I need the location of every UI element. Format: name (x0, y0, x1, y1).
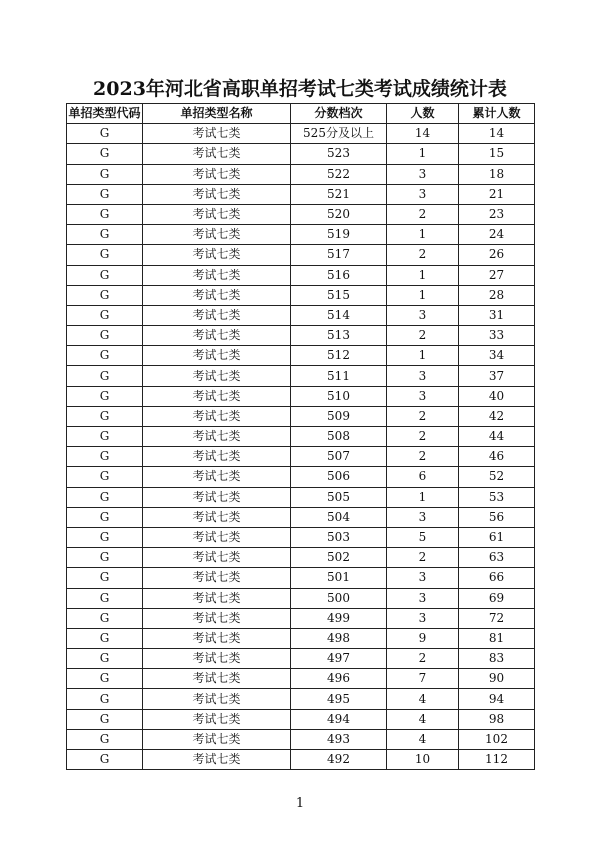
table-row (67, 750, 535, 770)
cell-cumulative-count: 27 (459, 265, 535, 285)
cell-cumulative-count: 46 (459, 447, 535, 467)
table-row (67, 649, 535, 669)
cell-score-level: 493 (291, 729, 387, 749)
cell-score-level: 512 (291, 346, 387, 366)
table-row (67, 527, 535, 547)
cell-score-level: 507 (291, 447, 387, 467)
cell-type-code: G (67, 204, 143, 224)
table-row (67, 709, 535, 729)
cell-type-code: G (67, 124, 143, 144)
cell-count: 2 (387, 406, 459, 426)
cell-score-level: 497 (291, 649, 387, 669)
cell-cumulative-count: 34 (459, 346, 535, 366)
cell-score-level: 525分及以上 (291, 124, 387, 144)
cell-type-name: 考试七类 (143, 628, 291, 648)
cell-score-level: 522 (291, 164, 387, 184)
cell-type-name: 考试七类 (143, 669, 291, 689)
cell-type-code: G (67, 366, 143, 386)
cell-type-name: 考试七类 (143, 568, 291, 588)
cell-type-name: 考试七类 (143, 487, 291, 507)
cell-score-level: 519 (291, 225, 387, 245)
cell-type-name: 考试七类 (143, 265, 291, 285)
cell-score-level: 501 (291, 568, 387, 588)
cell-type-name: 考试七类 (143, 144, 291, 164)
cell-score-level: 504 (291, 507, 387, 527)
cell-count: 9 (387, 628, 459, 648)
table-row (67, 326, 535, 346)
page-title: 2023年河北省高职单招考试七类考试成绩统计表 (93, 78, 507, 100)
cell-count: 1 (387, 225, 459, 245)
cell-count: 4 (387, 729, 459, 749)
cell-score-level: 508 (291, 427, 387, 447)
cell-type-code: G (67, 568, 143, 588)
cell-count: 10 (387, 750, 459, 770)
cell-type-code: G (67, 346, 143, 366)
cell-type-code: G (67, 548, 143, 568)
score-statistics-table (66, 103, 535, 770)
table-row (67, 427, 535, 447)
cell-cumulative-count: 42 (459, 406, 535, 426)
cell-count: 2 (387, 245, 459, 265)
cell-type-name: 考试七类 (143, 305, 291, 325)
cell-cumulative-count: 66 (459, 568, 535, 588)
cell-type-name: 考试七类 (143, 285, 291, 305)
cell-type-name: 考试七类 (143, 406, 291, 426)
table-row (67, 628, 535, 648)
cell-type-code: G (67, 164, 143, 184)
cell-count: 3 (387, 507, 459, 527)
cell-score-level: 506 (291, 467, 387, 487)
cell-score-level: 521 (291, 184, 387, 204)
cell-score-level: 494 (291, 709, 387, 729)
table-row (67, 406, 535, 426)
cell-type-name: 考试七类 (143, 527, 291, 547)
cell-count: 3 (387, 164, 459, 184)
cell-count: 6 (387, 467, 459, 487)
table-row (67, 507, 535, 527)
table-row (67, 689, 535, 709)
table-row (67, 184, 535, 204)
header-cumulative-count: 累计人数 (459, 104, 535, 124)
cell-count: 3 (387, 305, 459, 325)
cell-count: 1 (387, 144, 459, 164)
cell-type-code: G (67, 527, 143, 547)
cell-type-code: G (67, 669, 143, 689)
header-count: 人数 (387, 104, 459, 124)
cell-cumulative-count: 15 (459, 144, 535, 164)
table-row (67, 608, 535, 628)
table-row (67, 164, 535, 184)
header-type-name: 单招类型名称 (143, 104, 291, 124)
cell-count: 14 (387, 124, 459, 144)
table-row (67, 204, 535, 224)
cell-type-name: 考试七类 (143, 588, 291, 608)
cell-cumulative-count: 81 (459, 628, 535, 648)
cell-cumulative-count: 61 (459, 527, 535, 547)
cell-cumulative-count: 44 (459, 427, 535, 447)
cell-type-code: G (67, 709, 143, 729)
cell-type-code: G (67, 447, 143, 467)
cell-type-code: G (67, 750, 143, 770)
cell-count: 2 (387, 447, 459, 467)
cell-score-level: 495 (291, 689, 387, 709)
cell-type-code: G (67, 406, 143, 426)
cell-count: 1 (387, 285, 459, 305)
cell-type-code: G (67, 285, 143, 305)
table-row (67, 548, 535, 568)
table-row (67, 588, 535, 608)
cell-type-name: 考试七类 (143, 386, 291, 406)
header-score-level: 分数档次 (291, 104, 387, 124)
table-row (67, 305, 535, 325)
cell-type-code: G (67, 487, 143, 507)
cell-cumulative-count: 102 (459, 729, 535, 749)
cell-count: 3 (387, 608, 459, 628)
cell-count: 3 (387, 184, 459, 204)
cell-type-name: 考试七类 (143, 709, 291, 729)
cell-cumulative-count: 63 (459, 548, 535, 568)
cell-score-level: 511 (291, 366, 387, 386)
table-row (67, 386, 535, 406)
cell-score-level: 516 (291, 265, 387, 285)
table-row (67, 467, 535, 487)
cell-type-code: G (67, 689, 143, 709)
cell-count: 2 (387, 204, 459, 224)
cell-score-level: 513 (291, 326, 387, 346)
table-row (67, 568, 535, 588)
cell-score-level: 496 (291, 669, 387, 689)
page-number: 1 (295, 796, 305, 811)
cell-count: 3 (387, 568, 459, 588)
cell-score-level: 499 (291, 608, 387, 628)
cell-score-level: 515 (291, 285, 387, 305)
cell-type-name: 考试七类 (143, 608, 291, 628)
table-row (67, 447, 535, 467)
table-row (67, 669, 535, 689)
cell-type-name: 考试七类 (143, 507, 291, 527)
cell-count: 7 (387, 669, 459, 689)
cell-type-name: 考试七类 (143, 326, 291, 346)
cell-count: 2 (387, 649, 459, 669)
cell-score-level: 505 (291, 487, 387, 507)
cell-cumulative-count: 14 (459, 124, 535, 144)
cell-type-name: 考试七类 (143, 184, 291, 204)
table-row (67, 285, 535, 305)
cell-type-name: 考试七类 (143, 467, 291, 487)
cell-count: 4 (387, 689, 459, 709)
table-row (67, 346, 535, 366)
cell-cumulative-count: 90 (459, 669, 535, 689)
cell-cumulative-count: 24 (459, 225, 535, 245)
cell-count: 1 (387, 265, 459, 285)
cell-cumulative-count: 69 (459, 588, 535, 608)
cell-type-name: 考试七类 (143, 649, 291, 669)
cell-cumulative-count: 53 (459, 487, 535, 507)
cell-cumulative-count: 21 (459, 184, 535, 204)
cell-cumulative-count: 31 (459, 305, 535, 325)
cell-score-level: 520 (291, 204, 387, 224)
cell-count: 3 (387, 386, 459, 406)
table-row (67, 265, 535, 285)
cell-score-level: 492 (291, 750, 387, 770)
cell-score-level: 517 (291, 245, 387, 265)
cell-cumulative-count: 37 (459, 366, 535, 386)
cell-count: 3 (387, 588, 459, 608)
cell-type-code: G (67, 245, 143, 265)
table-row (67, 729, 535, 749)
cell-cumulative-count: 72 (459, 608, 535, 628)
cell-score-level: 503 (291, 527, 387, 547)
cell-count: 3 (387, 366, 459, 386)
cell-type-code: G (67, 144, 143, 164)
table-header-row (67, 104, 535, 124)
cell-type-code: G (67, 507, 143, 527)
cell-cumulative-count: 83 (459, 649, 535, 669)
cell-type-code: G (67, 305, 143, 325)
table-row (67, 225, 535, 245)
header-type-code: 单招类型代码 (67, 104, 143, 124)
cell-count: 4 (387, 709, 459, 729)
cell-count: 1 (387, 487, 459, 507)
cell-cumulative-count: 98 (459, 709, 535, 729)
cell-count: 2 (387, 326, 459, 346)
cell-cumulative-count: 40 (459, 386, 535, 406)
cell-type-name: 考试七类 (143, 548, 291, 568)
cell-type-name: 考试七类 (143, 245, 291, 265)
cell-cumulative-count: 94 (459, 689, 535, 709)
cell-score-level: 500 (291, 588, 387, 608)
cell-type-code: G (67, 467, 143, 487)
cell-type-name: 考试七类 (143, 750, 291, 770)
table-row (67, 144, 535, 164)
cell-cumulative-count: 52 (459, 467, 535, 487)
cell-count: 2 (387, 548, 459, 568)
cell-type-code: G (67, 265, 143, 285)
cell-type-code: G (67, 184, 143, 204)
cell-type-code: G (67, 588, 143, 608)
table-row (67, 366, 535, 386)
cell-cumulative-count: 18 (459, 164, 535, 184)
cell-score-level: 510 (291, 386, 387, 406)
cell-type-code: G (67, 225, 143, 245)
cell-cumulative-count: 26 (459, 245, 535, 265)
cell-count: 1 (387, 346, 459, 366)
cell-type-code: G (67, 729, 143, 749)
cell-cumulative-count: 56 (459, 507, 535, 527)
cell-score-level: 523 (291, 144, 387, 164)
cell-type-name: 考试七类 (143, 447, 291, 467)
cell-cumulative-count: 23 (459, 204, 535, 224)
cell-type-name: 考试七类 (143, 689, 291, 709)
cell-type-code: G (67, 427, 143, 447)
cell-type-name: 考试七类 (143, 204, 291, 224)
cell-type-code: G (67, 326, 143, 346)
cell-type-name: 考试七类 (143, 124, 291, 144)
table-row (67, 124, 535, 144)
cell-type-code: G (67, 628, 143, 648)
table-row (67, 245, 535, 265)
cell-type-code: G (67, 386, 143, 406)
table-body (67, 124, 535, 770)
cell-score-level: 502 (291, 548, 387, 568)
cell-cumulative-count: 33 (459, 326, 535, 346)
cell-count: 2 (387, 427, 459, 447)
cell-type-name: 考试七类 (143, 427, 291, 447)
cell-count: 5 (387, 527, 459, 547)
cell-cumulative-count: 28 (459, 285, 535, 305)
cell-type-name: 考试七类 (143, 346, 291, 366)
cell-type-name: 考试七类 (143, 729, 291, 749)
cell-type-name: 考试七类 (143, 164, 291, 184)
cell-type-name: 考试七类 (143, 225, 291, 245)
cell-type-code: G (67, 608, 143, 628)
cell-score-level: 514 (291, 305, 387, 325)
cell-score-level: 509 (291, 406, 387, 426)
cell-score-level: 498 (291, 628, 387, 648)
cell-cumulative-count: 112 (459, 750, 535, 770)
cell-type-code: G (67, 649, 143, 669)
table-row (67, 487, 535, 507)
cell-type-name: 考试七类 (143, 366, 291, 386)
